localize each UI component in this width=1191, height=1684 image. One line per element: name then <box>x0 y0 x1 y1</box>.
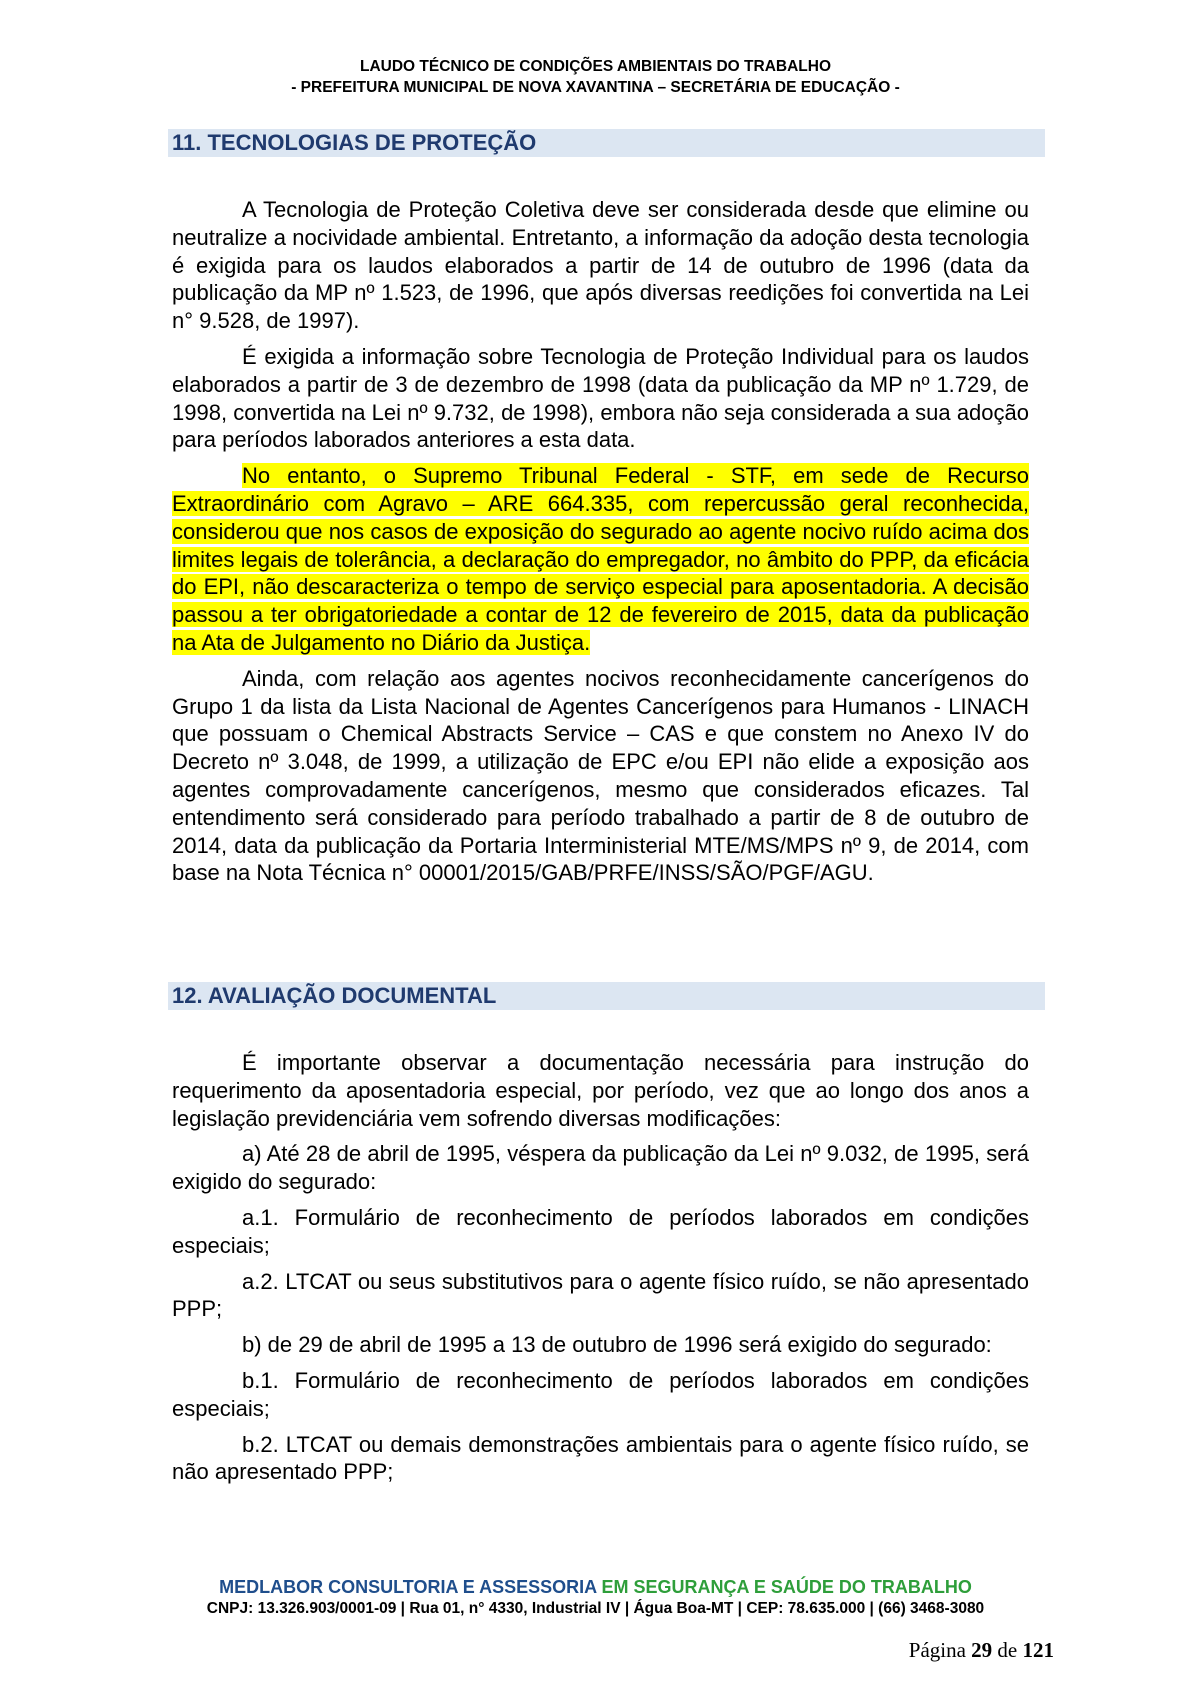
section-11-heading: 11. TECNOLOGIAS DE PROTEÇÃO <box>168 129 1045 157</box>
footer-company-name: MEDLABOR CONSULTORIA E ASSESSORIA <box>219 1577 597 1597</box>
section-12-heading: 12. AVALIAÇÃO DOCUMENTAL <box>168 982 1045 1010</box>
paragraph: Ainda, com relação aos agentes nocivos reconhecidamente cancerígenos do Grupo 1 da lista da Lista Nacional de Agentes Cancerígenos para Humanos - LINACH que possuam o Chemical Abstracts Service – CAS e que constem no Anexo IV do Decreto nº 3.048, de 1999, a utilização de EPC e/ou EPI não elide a exposição aos agentes comprovadamente cancerígenos, mesmo que considerados eficazes. Tal entendimento será considerado para período trabalhado a partir de 8 de outubro de 2014, data da publicação da Portaria Interministerial MTE/MS/MPS nº 9, de 2014, com base na Nota Técnica n° 00001/2015/GAB/PRFE/INSS/SÃO/PGF/AGU. <box>172 665 1029 886</box>
header-subtitle: - PREFEITURA MUNICIPAL DE NOVA XAVANTINA – SECRETÁRIA DE EDUCAÇÃO - <box>291 79 900 96</box>
section-12-body <box>172 1049 1029 1494</box>
header-title: LAUDO TÉCNICO DE CONDIÇÕES AMBIENTAIS DO TRABALHO <box>359 58 832 75</box>
list-item: a.1. Formulário de reconhecimento de períodos laborados em condições especiais; <box>172 1204 1029 1258</box>
list-item: a.2. LTCAT ou seus substitutivos para o agente físico ruído, se não apresentado PPP; <box>172 1268 1029 1322</box>
footer-company <box>0 1576 1191 1598</box>
paragraph: É exigida a informação sobre Tecnologia de Proteção Individual para os laudos elaborados a partir de 3 de dezembro de 1998 (data da publicação da MP nº 1.729, de 1998, convertida na Lei nº 9.732, de 1998), embora não seja considerada a sua adoção para períodos laborados anteriores a esta data. <box>172 343 1029 453</box>
page-total: 121 <box>1022 1638 1054 1662</box>
list-item: b.1. Formulário de reconhecimento de períodos laborados em condições especiais; <box>172 1367 1029 1421</box>
page-current: 29 <box>971 1638 993 1662</box>
document-header <box>0 56 1191 98</box>
list-item: b.2. LTCAT ou demais demonstrações ambientais para o agente físico ruído, se não apresentado PPP; <box>172 1431 1029 1485</box>
section-11-body <box>172 196 1029 895</box>
page-number <box>909 1638 1054 1663</box>
page-label: Página <box>908 1638 966 1662</box>
list-item: b) de 29 de abril de 1995 a 13 de outubro de 1996 será exigido do segurado: <box>242 1332 992 1358</box>
page-of: de <box>997 1638 1018 1662</box>
footer-company-tagline: EM SEGURANÇA E SAÚDE DO TRABALHO <box>601 1577 972 1597</box>
list-item: a) Até 28 de abril de 1995, véspera da publicação da Lei nº 9.032, de 1995, será exigido do segurado: <box>172 1141 1029 1195</box>
footer-contact: CNPJ: 13.326.903/0001-09 | Rua 01, n° 4330, Industrial IV | Água Boa-MT | CEP: 78.635.000 | (66) 3468-3080 <box>206 1600 985 1617</box>
highlighted-paragraph <box>172 462 1029 657</box>
paragraph: A Tecnologia de Proteção Coletiva deve ser considerada desde que elimine ou neutralize a nocividade ambiental. Entretanto, a informação da adoção desta tecnologia é exigida para os laudos elaborados a partir de 14 de outubro de 1996 (data da publicação da MP nº 1.523, de 1996, que após diversas reedições foi convertida na Lei n° 9.528, de 1997). <box>172 197 1029 334</box>
paragraph: É importante observar a documentação necessária para instrução do requerimento da aposentadoria especial, por período, vez que ao longo dos anos a legislação previdenciária vem sofrendo diversas modificações: <box>172 1050 1029 1131</box>
highlighted-text: No entanto, o Supremo Tribunal Federal - STF, em sede de Recurso Extraordinário com Agravo – ARE 664.335, com repercussão geral reconhecida, considerou que nos casos de exposição do segurado ao agente nocivo ruído acima dos limites legais de tolerância, a declaração do empregador, no âmbito do PPP, da eficácia do EPI, não descaracteriza o tempo de serviço especial para aposentadoria. A decisão passou a ter obrigatoriedade a contar de 12 de fevereiro de 2015, data da publicação na Ata de Julgamento no Diário da Justiça. <box>172 463 1029 655</box>
